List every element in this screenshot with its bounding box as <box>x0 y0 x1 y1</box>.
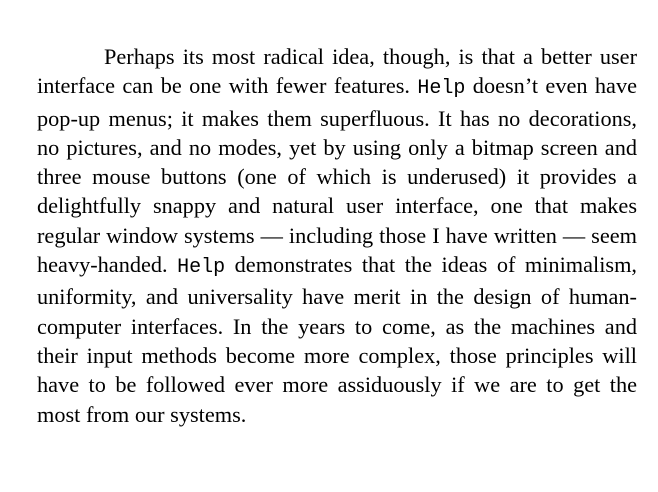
body-paragraph <box>37 42 637 429</box>
paragraph-text-3: demonstrates that the ideas of minimalism, uniformity, and universality have merit in the design of human-computer interfaces. In the years to come, as the machines and their input methods become more complex, those principles will have to be followed ever more assiduously if we are to get the most from our systems. <box>37 252 637 427</box>
paragraph-text-1: Perhaps its most radical idea, though, is that a better user interface can be one with fewer features. <box>37 44 637 99</box>
document-page <box>37 42 637 429</box>
paragraph-text-2: doesn’t even have pop-up menus; it makes them superfluous. It has no decorations, no pictures, and no modes, yet by using only a bitmap screen and three mouse buttons (one of which is underused) it provides a delightfully snappy and natural user interface, one that makes regular window systems — including those I have written — seem heavy-handed. <box>37 73 637 278</box>
program-name-help: Help <box>177 256 226 280</box>
program-name-help: Help <box>417 77 466 101</box>
